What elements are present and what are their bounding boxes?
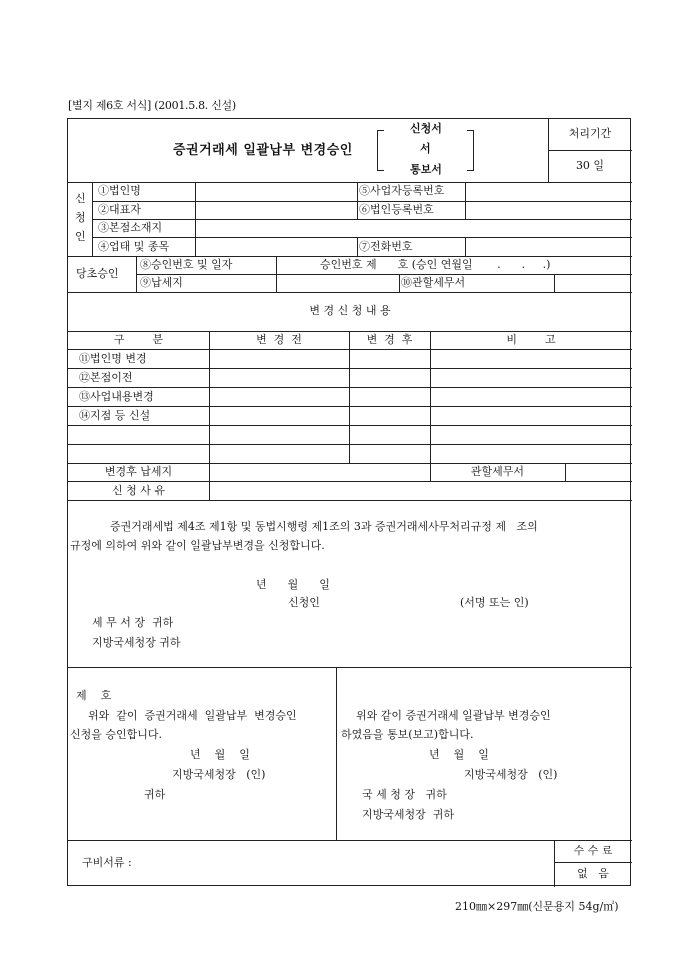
title-option-document: 서 xyxy=(420,142,431,155)
reason-label: 신 청 사 유 xyxy=(112,484,165,497)
col-before: 변 경 전 xyxy=(256,333,302,346)
statement-line-1: 증권거래세법 제4조 제1항 및 동법시행령 제1조의 3과 증권거래세사무처리규정 제 조의 xyxy=(110,520,538,533)
col-category: 구 분 xyxy=(113,333,164,346)
row-branch-new: ⑭지점 등 신설 xyxy=(79,409,151,422)
applicant-label-3: 인 xyxy=(75,230,86,243)
original-approval-label: 당초승인 xyxy=(76,267,119,280)
phone-label: ⑦전화번호 xyxy=(359,240,413,253)
title-option-application: 신청서 xyxy=(410,122,442,135)
after-tax-office-label: 관할세무서 xyxy=(470,465,525,478)
notice-left-to: 귀하 xyxy=(144,788,166,801)
tax-place-label: ⑨납세지 xyxy=(140,276,183,289)
statement-to-1: 세 무 서 장 귀하 xyxy=(92,616,174,629)
row-hq-relocation: ⑫본점이전 xyxy=(79,371,133,384)
corp-reg-no-label: ⑥법인등록번호 xyxy=(359,203,434,216)
form-title: 증권거래세 일괄납부 변경승인 xyxy=(173,143,353,158)
approval-no-text: 승인번호 제 호 (승인 연월일 . . .) xyxy=(320,258,551,271)
notice-right-line-1: 위와 같이 증권거래세 일괄납부 변경승인 xyxy=(356,709,551,722)
notice-left-line-2: 신청을 승인합니다. xyxy=(70,728,163,741)
tax-office-label: ⑩관할세무서 xyxy=(401,276,466,289)
biz-reg-no-label: ⑤사업자등록번호 xyxy=(359,184,445,197)
notice-no: 제 호 xyxy=(76,689,112,702)
notice-left-signer: 지방국세청장 (인) xyxy=(172,768,266,781)
applicant-label-2: 청 xyxy=(75,211,86,224)
representative-label: ②대표자 xyxy=(98,203,141,216)
fee-label: 수 수 료 xyxy=(573,844,613,857)
hq-address-label: ③본점소재지 xyxy=(98,221,163,234)
change-heading: 변 경 신 청 내 용 xyxy=(309,304,391,317)
col-remarks: 비 고 xyxy=(506,333,556,346)
notice-right-date: 년 월 일 xyxy=(429,748,489,761)
title-option-notice: 통보서 xyxy=(410,163,442,176)
statement-applicant: 신청인 xyxy=(288,596,320,609)
right-bracket xyxy=(467,130,474,171)
form-number: [별지 제6호 서식] (2001.5.8. 신설) xyxy=(68,99,236,112)
statement-date: 년 월 일 xyxy=(256,578,330,591)
row-corp-name-change: ⑪법인명 변경 xyxy=(79,352,147,365)
col-after: 변 경 후 xyxy=(366,333,413,346)
business-type-label: ④업태 및 종목 xyxy=(98,240,170,253)
notice-right-to-1: 국 세 청 장 귀하 xyxy=(362,788,447,801)
statement-sign: (서명 또는 인) xyxy=(460,596,529,609)
corp-name-label: ①법인명 xyxy=(98,184,141,197)
statement-to-2: 지방국세청장 귀하 xyxy=(92,636,181,649)
statement-line-2: 규정에 의하여 위와 같이 일괄납부변경을 신청합니다. xyxy=(70,539,325,552)
processing-value: 30 일 xyxy=(575,159,605,172)
row-business-change: ⑬사업내용변경 xyxy=(79,390,154,403)
fee-value: 없 음 xyxy=(577,867,609,880)
notice-left-date: 년 월 일 xyxy=(190,748,250,761)
after-tax-place-label: 변경후 납세지 xyxy=(104,465,173,478)
tax-form xyxy=(67,118,631,886)
notice-right-line-2: 하였음을 통보(보고)합니다. xyxy=(341,728,474,741)
left-bracket xyxy=(377,130,384,171)
notice-left-line-1: 위와 같이 증권거래세 일괄납부 변경승인 xyxy=(88,709,297,722)
notice-right-to-2: 지방국세청장 귀하 xyxy=(362,808,455,821)
applicant-label-1: 신 xyxy=(75,192,86,205)
processing-label: 처리기간 xyxy=(568,127,612,140)
notice-right-signer: 지방국세청장 (인) xyxy=(464,768,558,781)
approval-no-date-label: ⑧승인번호 및 일자 xyxy=(140,258,233,271)
documents-label: 구비서류 : xyxy=(82,856,132,869)
paper-spec: 210㎜×297㎜(신문용지 54g/㎡) xyxy=(455,900,619,913)
